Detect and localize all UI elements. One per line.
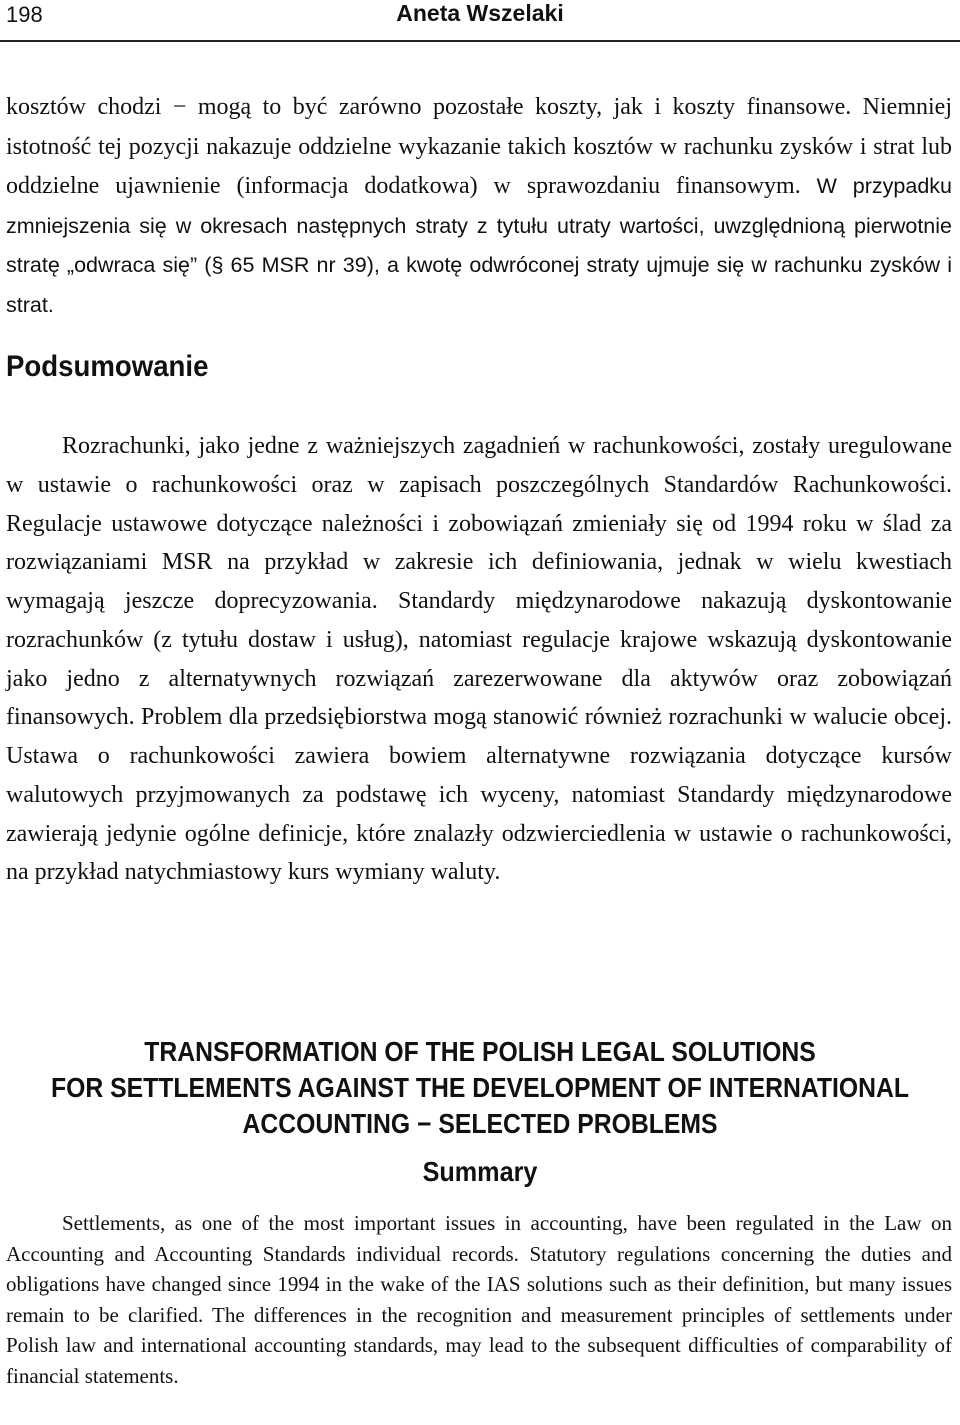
page-number: 198 bbox=[6, 2, 43, 27]
summary-heading: Summary bbox=[422, 1156, 538, 1187]
summary-section bbox=[6, 1208, 952, 1391]
conclusion-paragraph: Rozrachunki, jako jedne z ważniejszych zagadnień w rachunkowości, zostały uregulowane w ustawie o rachunkowości oraz w zapisach poszczególnych Standardów Rachunkowości. Regulacje ustawowe dotyczące należności i zobowiązań zmieniały się od 1994 roku w ślad za rozwiązaniami MSR na przykład w zakresie ich definiowania, jednak w wielu kwestiach wymagają jeszcze doprecyzowania. Standardy międzynarodowe nakazują dyskontowanie rozrachunków (z tytułu dostaw i usług), natomiast regulacje krajowe wskazują dyskontowanie jako jedno z alternatywnych rozwiązań zarezerwowane dla aktywów oraz zobowiązań finansowych. Problem dla przedsiębiorstwa mogą stanowić również rozrachunki w walucie obcej. Ustawa o rachunkowości zawiera bowiem alternatywne rozwiązania dotyczące kursów walutowych przyjmowanych za podstawę ich wyceny, natomiast Standardy międzynarodowe zawierają jedynie ogólne definicje, które znalazły odzwierciedlenia w ustawie o rachunkowości, na przykład natychmiastowy kurs wymiany waluty. bbox=[6, 433, 952, 886]
english-title-line: ACCOUNTING − SELECTED PROBLEMS bbox=[242, 1108, 718, 1139]
section-heading: Podsumowanie bbox=[6, 350, 209, 383]
english-title bbox=[48, 1034, 912, 1142]
conclusion-section bbox=[6, 427, 952, 892]
paragraph-text-serif: kosztów chodzi − mogą to być zarówno pozostałe koszty, jak i koszty finansowe. Niemniej istotność tej pozycji nakazuje oddzielne wykazanie takich kosztów w rachunku zysków i strat lub oddzielne ujawnienie (informacja dodatkowa) w sprawozdaniu finansowym. bbox=[6, 94, 952, 199]
english-title-line: TRANSFORMATION OF THE POLISH LEGAL SOLUTIONS bbox=[144, 1036, 816, 1067]
summary-paragraph: Settlements, as one of the most important issues in accounting, have been regulated in the Law on Accounting and Accounting Standards individual records. Statutory regulations concerning the duties and obligations have changed since 1994 in the wake of the IAS solutions such as their definition, but many issues remain to be clarified. The differences in the recognition and measurement principles of settlements under Polish law and international accounting standards, may lead to the subsequent difficulties of comparability of financial statements. bbox=[6, 1211, 952, 1388]
running-header bbox=[0, 0, 960, 42]
continued-paragraph bbox=[6, 88, 952, 325]
running-header-author: Aneta Wszelaki bbox=[396, 0, 564, 26]
english-title-line: FOR SETTLEMENTS AGAINST THE DEVELOPMENT OF INTERNATIONAL bbox=[50, 1072, 910, 1103]
paragraph-text-sans: W przypadku zmniejszenia się w okresach następnych straty z tytułu utraty wartości, uwzględnioną pierwotnie stratę „odwraca się” (§ 65 MSR nr 39), a kwotę odwróconej straty ujmuje się w rachunku zysków i strat. bbox=[6, 174, 953, 317]
paragraph-text bbox=[6, 88, 952, 325]
